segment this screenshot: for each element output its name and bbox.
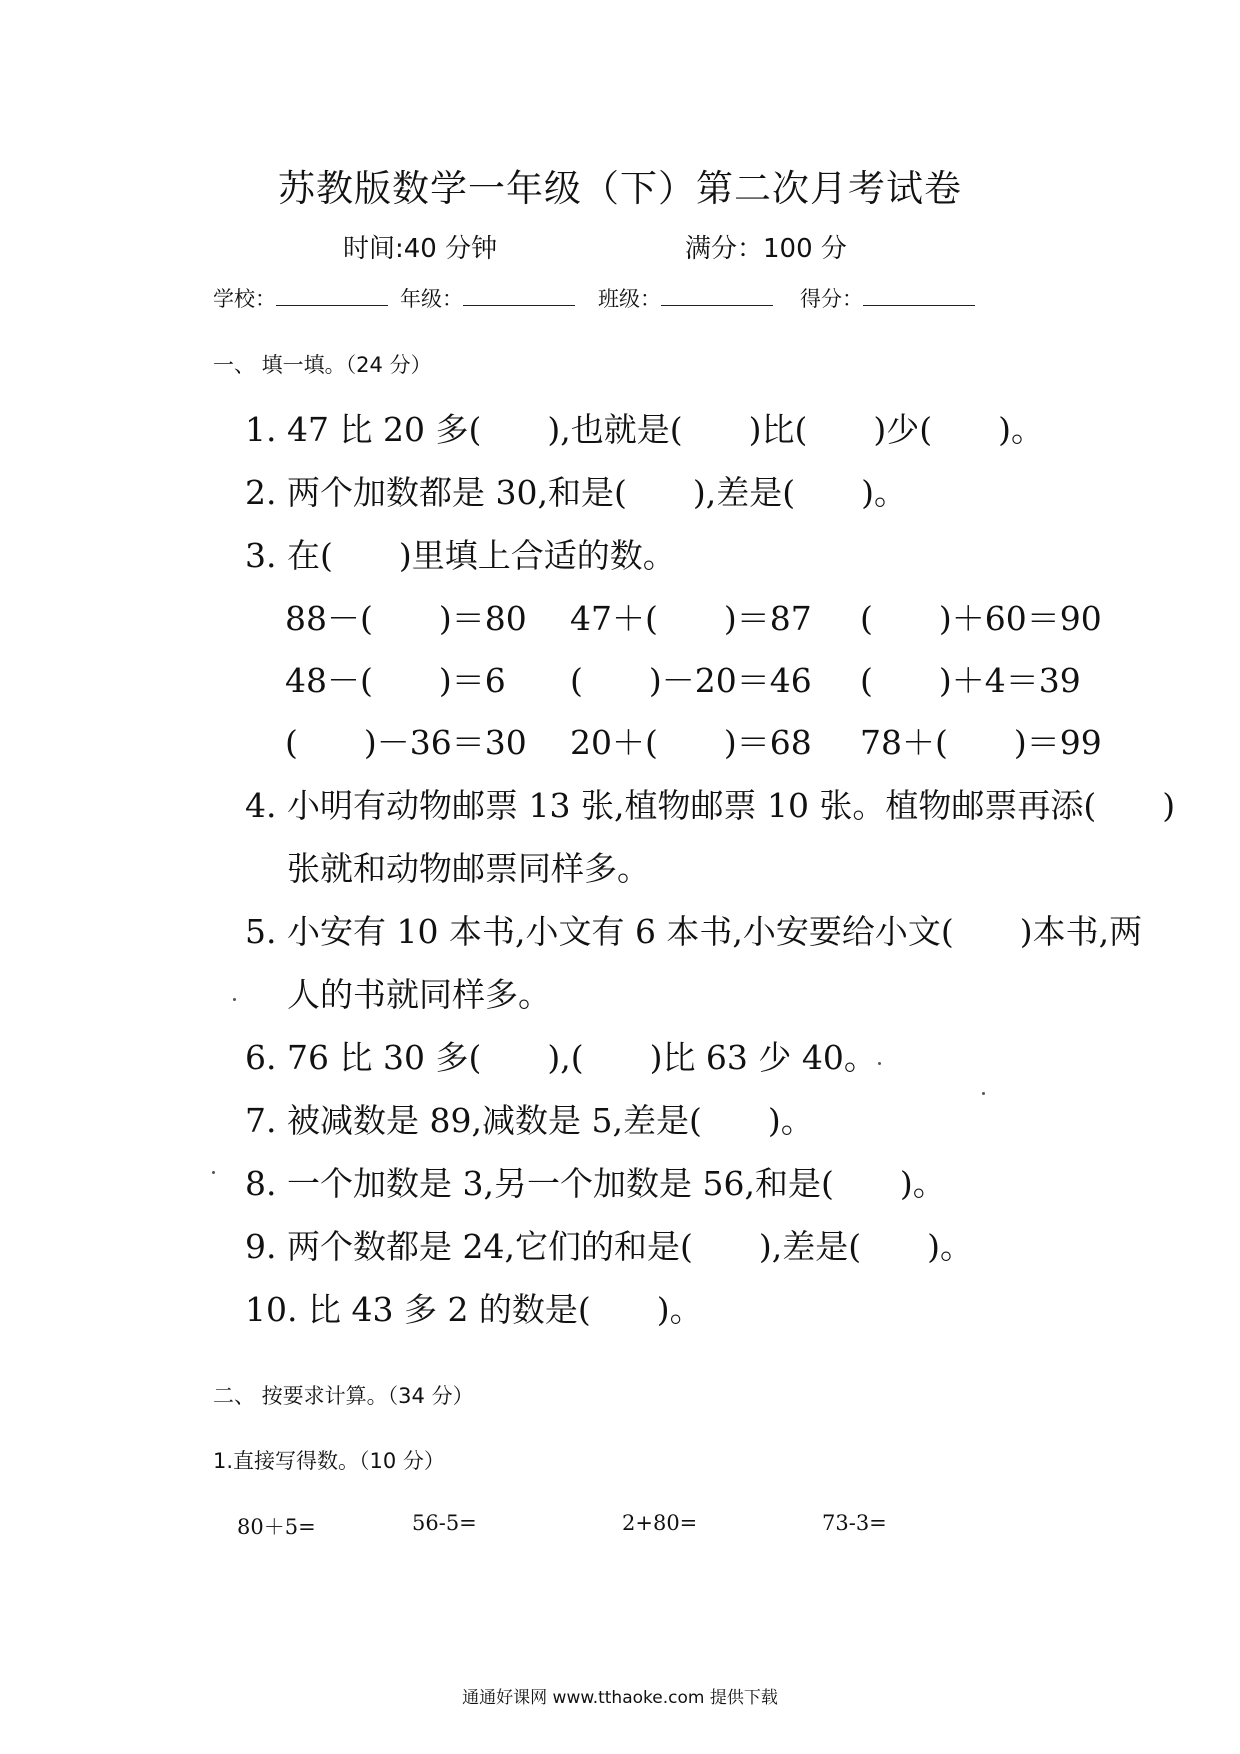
calc-item-2: 56-5= — [412, 1511, 477, 1535]
question-5-continuation: 人的书就同样多。 — [287, 975, 551, 1014]
question-5 — [245, 906, 1142, 953]
page-title: 苏教版数学一年级（下）第二次月考试卷 — [278, 167, 962, 210]
equation-r1c1: 88－( )＝80 — [285, 599, 527, 638]
question-4-continuation: 张就和动物邮票同样多。 — [287, 849, 650, 888]
score-label: 得分： — [800, 287, 863, 311]
question-3 — [245, 530, 676, 577]
question-number: 3. — [245, 536, 277, 575]
question-text: 小明有动物邮票 13 张,植物邮票 10 张。植物邮票再添( ) — [287, 786, 1176, 825]
calc-item-4: 73-3= — [822, 1511, 887, 1535]
equation-r2c3: ( )＋4＝39 — [860, 661, 1081, 700]
grade-blank[interactable] — [463, 285, 575, 306]
equation-r2c1: 48－( )＝6 — [285, 661, 506, 700]
equation-r3c1: ( )－36＝30 — [285, 723, 527, 762]
question-6 — [245, 1032, 877, 1079]
question-text: 小安有 10 本书,小文有 6 本书,小安要给小文( )本书,两 — [287, 912, 1143, 951]
footer-credit: 通通好课网 www.tthaoke.com 提供下载 — [462, 1688, 778, 1708]
question-number: 4. — [245, 786, 277, 825]
question-9 — [245, 1221, 973, 1268]
question-text: 在( )里填上合适的数。 — [287, 536, 676, 575]
full-score: 满分：100 分 — [685, 234, 847, 264]
class-field — [598, 283, 773, 313]
question-7 — [245, 1095, 814, 1142]
scan-speck — [212, 1171, 215, 1174]
question-number: 10. — [245, 1290, 298, 1329]
score-field — [800, 283, 975, 313]
calc-item-3: 2+80= — [622, 1511, 698, 1535]
equation-r1c2: 47＋( )＝87 — [570, 599, 812, 638]
question-1 — [245, 404, 1044, 451]
question-number: 6. — [245, 1038, 277, 1077]
question-text: 两个数都是 24,它们的和是( ),差是( )。 — [287, 1227, 973, 1266]
question-text: 两个加数都是 30,和是( ),差是( )。 — [287, 473, 907, 512]
question-number: 5. — [245, 912, 277, 951]
equation-r3c2: 20＋( )＝68 — [570, 723, 812, 762]
question-4 — [245, 780, 1175, 827]
question-8 — [245, 1158, 946, 1205]
question-text: 被减数是 89,减数是 5,差是( )。 — [287, 1101, 814, 1140]
equation-r2c2: ( )－20＝46 — [570, 661, 812, 700]
question-text: 76 比 30 多( ),( )比 63 少 40。 — [287, 1038, 877, 1077]
question-number: 9. — [245, 1227, 277, 1266]
school-label: 学校： — [213, 287, 276, 311]
school-field — [213, 283, 388, 313]
question-text: 47 比 20 多( ),也就是( )比( )少( )。 — [287, 410, 1044, 449]
section1-heading: 一、 填一填。（24 分） — [213, 353, 432, 377]
school-blank[interactable] — [276, 285, 388, 306]
score-blank[interactable] — [863, 285, 975, 306]
scan-speck — [982, 1092, 985, 1095]
equation-r3c3: 78＋( )＝99 — [860, 723, 1102, 762]
class-blank[interactable] — [661, 285, 773, 306]
section2-subheading: 1.直接写得数。（10 分） — [213, 1449, 445, 1473]
grade-field — [400, 283, 575, 313]
scan-speck — [233, 998, 236, 1001]
exam-time: 时间:40 分钟 — [343, 234, 498, 264]
calc-item-1: 80＋5= — [237, 1515, 316, 1539]
question-number: 2. — [245, 473, 277, 512]
grade-label: 年级： — [400, 287, 463, 311]
scan-speck — [878, 1062, 881, 1065]
section2-heading: 二、 按要求计算。（34 分） — [213, 1384, 474, 1408]
question-2 — [245, 467, 907, 514]
question-text: 一个加数是 3,另一个加数是 56,和是( )。 — [287, 1164, 946, 1203]
equation-r1c3: ( )＋60＝90 — [860, 599, 1102, 638]
class-label: 班级： — [598, 287, 661, 311]
question-number: 8. — [245, 1164, 277, 1203]
question-text: 比 43 多 2 的数是( )。 — [307, 1290, 703, 1329]
question-number: 1. — [245, 410, 277, 449]
question-number: 7. — [245, 1101, 277, 1140]
question-10 — [245, 1284, 703, 1331]
